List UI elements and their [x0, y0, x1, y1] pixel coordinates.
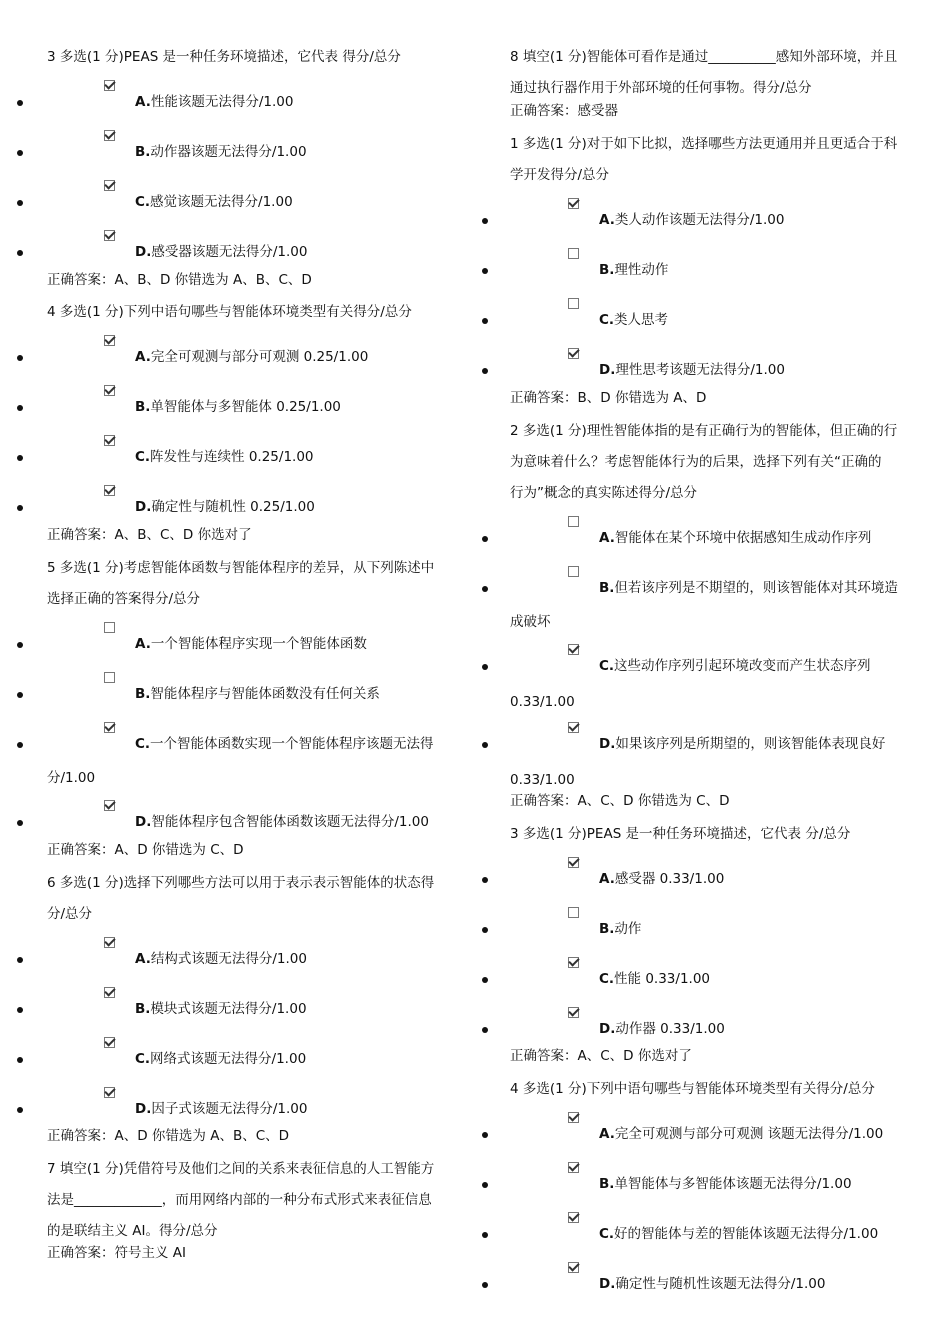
bullet — [17, 957, 23, 963]
correct-answer: 正确答案：A、C、D 你选对了 — [510, 1048, 692, 1064]
option-d[interactable]: D.感受器该题无法得分/1.00 — [0, 228, 475, 278]
option-a[interactable]: A.类人动作该题无法得分/1.00 — [470, 196, 950, 246]
question-text-cont: 为意味着什么？考虑智能体行为的后果，选择下列有关“正确的 — [510, 454, 882, 470]
bullet — [17, 742, 23, 748]
option-c[interactable]: C.性能 0.33/1.00 — [470, 955, 950, 1005]
question-text: 3 多选(1 分)PEAS 是一种任务环境描述，它代表 分/总分 — [510, 826, 851, 842]
option-b[interactable]: B.但若该序列是不期望的，则该智能体对其环境造 — [470, 564, 950, 614]
correct-answer: 正确答案：符号主义 AI — [47, 1245, 187, 1261]
option-b[interactable]: B.动作 — [470, 905, 950, 955]
option-d[interactable]: D.动作器 0.33/1.00 — [470, 1005, 950, 1055]
checkbox-checked[interactable] — [104, 335, 115, 346]
bullet — [482, 1282, 488, 1288]
option-a[interactable]: A.结构式该题无法得分/1.00 — [0, 935, 475, 985]
checkbox-checked[interactable] — [104, 987, 115, 998]
option-b[interactable]: B.单智能体与多智能体 0.25/1.00 — [0, 383, 475, 433]
option-d[interactable]: D.如果该序列是所期望的，则该智能体表现良好 — [470, 720, 950, 770]
option-c[interactable]: C.类人思考 — [470, 296, 950, 346]
question-text-cont: 的是联结主义 AI。得分/总分 — [47, 1223, 218, 1239]
bullet — [482, 318, 488, 324]
checkbox-checked[interactable] — [568, 1212, 579, 1223]
correct-answer: 正确答案：A、D 你错选为 C、D — [47, 842, 244, 858]
checkbox-checked[interactable] — [104, 937, 115, 948]
checkbox-checked[interactable] — [104, 80, 115, 91]
checkbox-unchecked[interactable] — [104, 622, 115, 633]
checkbox-checked[interactable] — [104, 1037, 115, 1048]
question-text-cont: 学开发得分/总分 — [510, 167, 610, 183]
checkbox-unchecked[interactable] — [568, 248, 579, 259]
bullet — [17, 1007, 23, 1013]
question-text-cont: 法是_____________，而用网络内部的一种分布式形式来表征信息 — [47, 1192, 432, 1208]
question-text: 7 填空(1 分)凭借符号及他们之间的关系来表征信息的人工智能方 — [47, 1161, 435, 1177]
bullet — [482, 1132, 488, 1138]
option-b-wrap: 成破坏 — [510, 614, 551, 630]
option-c[interactable]: C.好的智能体与差的智能体该题无法得分/1.00 — [470, 1210, 950, 1260]
option-d[interactable]: D.确定性与随机性该题无法得分/1.00 — [470, 1260, 950, 1310]
option-d-wrap: 0.33/1.00 — [510, 772, 575, 788]
question-text: 4 多选(1 分)下列中语句哪些与智能体环境类型有关得分/总分 — [510, 1081, 875, 1097]
option-c[interactable]: C.网络式该题无法得分/1.00 — [0, 1035, 475, 1085]
correct-answer: 正确答案：A、B、C、D 你选对了 — [47, 527, 252, 543]
checkbox-checked[interactable] — [104, 800, 115, 811]
option-a[interactable]: A.一个智能体程序实现一个智能体函数 — [0, 620, 475, 670]
checkbox-checked[interactable] — [568, 1112, 579, 1123]
bullet — [482, 268, 488, 274]
bullet — [17, 200, 23, 206]
checkbox-checked[interactable] — [568, 1007, 579, 1018]
option-c[interactable]: C.感觉该题无法得分/1.00 — [0, 178, 475, 228]
checkbox-checked[interactable] — [568, 198, 579, 209]
option-d[interactable]: D.确定性与随机性 0.25/1.00 — [0, 483, 475, 533]
question-text: 3 多选(1 分)PEAS 是一种任务环境描述，它代表 得分/总分 — [47, 49, 401, 65]
bullet — [482, 1182, 488, 1188]
checkbox-checked[interactable] — [104, 1087, 115, 1098]
checkbox-checked[interactable] — [568, 722, 579, 733]
option-c[interactable]: C.这些动作序列引起环境改变而产生状态序列 — [470, 642, 950, 692]
option-a[interactable]: A.智能体在某个环境中依据感知生成动作序列 — [470, 514, 950, 564]
option-b[interactable]: B.动作器该题无法得分/1.00 — [0, 128, 475, 178]
bullet — [17, 355, 23, 361]
bullet — [17, 150, 23, 156]
checkbox-checked[interactable] — [568, 348, 579, 359]
checkbox-checked[interactable] — [104, 722, 115, 733]
checkbox-checked[interactable] — [568, 1162, 579, 1173]
bullet — [17, 642, 23, 648]
bullet — [17, 505, 23, 511]
checkbox-unchecked[interactable] — [104, 672, 115, 683]
question-text: 2 多选(1 分)理性智能体指的是有正确行为的智能体，但正确的行 — [510, 423, 898, 439]
checkbox-checked[interactable] — [104, 230, 115, 241]
option-a[interactable]: A.完全可观测与部分可观测 0.25/1.00 — [0, 333, 475, 383]
correct-answer: 正确答案：感受器 — [510, 103, 618, 119]
bullet — [482, 877, 488, 883]
option-b[interactable]: B.模块式该题无法得分/1.00 — [0, 985, 475, 1035]
checkbox-unchecked[interactable] — [568, 298, 579, 309]
bullet — [17, 692, 23, 698]
bullet — [17, 405, 23, 411]
checkbox-checked[interactable] — [104, 180, 115, 191]
option-a[interactable]: A.性能该题无法得分/1.00 — [0, 78, 475, 128]
question-text: 4 多选(1 分)下列中语句哪些与智能体环境类型有关得分/总分 — [47, 304, 412, 320]
option-b[interactable]: B.智能体程序与智能体函数没有任何关系 — [0, 670, 475, 720]
question-text: 6 多选(1 分)选择下列哪些方法可以用于表示表示智能体的状态得 — [47, 875, 435, 891]
checkbox-checked[interactable] — [568, 957, 579, 968]
correct-answer: 正确答案：A、B、D 你错选为 A、B、C、D — [47, 272, 312, 288]
bullet — [482, 536, 488, 542]
bullet — [482, 742, 488, 748]
option-c-wrap: 分/1.00 — [47, 770, 96, 786]
question-text-cont: 行为”概念的真实陈述得分/总分 — [510, 485, 698, 501]
bullet — [482, 927, 488, 933]
correct-answer: 正确答案：A、D 你错选为 A、B、C、D — [47, 1128, 290, 1144]
option-c[interactable]: C.一个智能体函数实现一个智能体程序该题无法得 — [0, 720, 475, 770]
option-a[interactable]: A.完全可观测与部分可观测 该题无法得分/1.00 — [470, 1110, 950, 1160]
correct-answer: 正确答案：B、D 你错选为 A、D — [510, 390, 707, 406]
question-text: 5 多选(1 分)考虑智能体函数与智能体程序的差异，从下列陈述中 — [47, 560, 435, 576]
question-text-cont: 分/总分 — [47, 906, 93, 922]
option-c[interactable]: C.阵发性与连续性 0.25/1.00 — [0, 433, 475, 483]
question-text-cont: 选择正确的答案得分/总分 — [47, 591, 201, 607]
option-d[interactable]: D.因子式该题无法得分/1.00 — [0, 1085, 475, 1135]
bullet — [17, 100, 23, 106]
checkbox-checked[interactable] — [104, 385, 115, 396]
option-a[interactable]: A.感受器 0.33/1.00 — [470, 855, 950, 905]
checkbox-unchecked[interactable] — [568, 516, 579, 527]
checkbox-unchecked[interactable] — [568, 907, 579, 918]
option-b[interactable]: B.理性动作 — [470, 246, 950, 296]
question-text: 1 多选(1 分)对于如下比拟，选择哪些方法更通用并且更适合于科 — [510, 136, 898, 152]
bullet — [17, 1107, 23, 1113]
bullet — [482, 664, 488, 670]
bullet — [482, 218, 488, 224]
checkbox-unchecked[interactable] — [568, 566, 579, 577]
correct-answer: 正确答案：A、C、D 你错选为 C、D — [510, 793, 730, 809]
bullet — [482, 1027, 488, 1033]
question-text-cont: 通过执行器作用于外部环境的任何事物。得分/总分 — [510, 80, 812, 96]
option-d[interactable]: D.理性思考该题无法得分/1.00 — [470, 346, 950, 396]
checkbox-checked[interactable] — [568, 1262, 579, 1273]
bullet — [17, 820, 23, 826]
bullet — [482, 977, 488, 983]
bullet — [482, 368, 488, 374]
option-b[interactable]: B.单智能体与多智能体该题无法得分/1.00 — [470, 1160, 950, 1210]
option-d[interactable]: D.智能体程序包含智能体函数该题无法得分/1.00 — [0, 798, 475, 848]
checkbox-checked[interactable] — [104, 485, 115, 496]
bullet — [482, 586, 488, 592]
bullet — [482, 1232, 488, 1238]
checkbox-checked[interactable] — [568, 644, 579, 655]
bullet — [17, 1057, 23, 1063]
checkbox-checked[interactable] — [104, 130, 115, 141]
bullet — [17, 455, 23, 461]
option-c-wrap: 0.33/1.00 — [510, 694, 575, 710]
checkbox-checked[interactable] — [104, 435, 115, 446]
checkbox-checked[interactable] — [568, 857, 579, 868]
question-text: 8 填空(1 分)智能体可看作是通过__________感知外部环境，并且 — [510, 49, 898, 65]
bullet — [17, 250, 23, 256]
